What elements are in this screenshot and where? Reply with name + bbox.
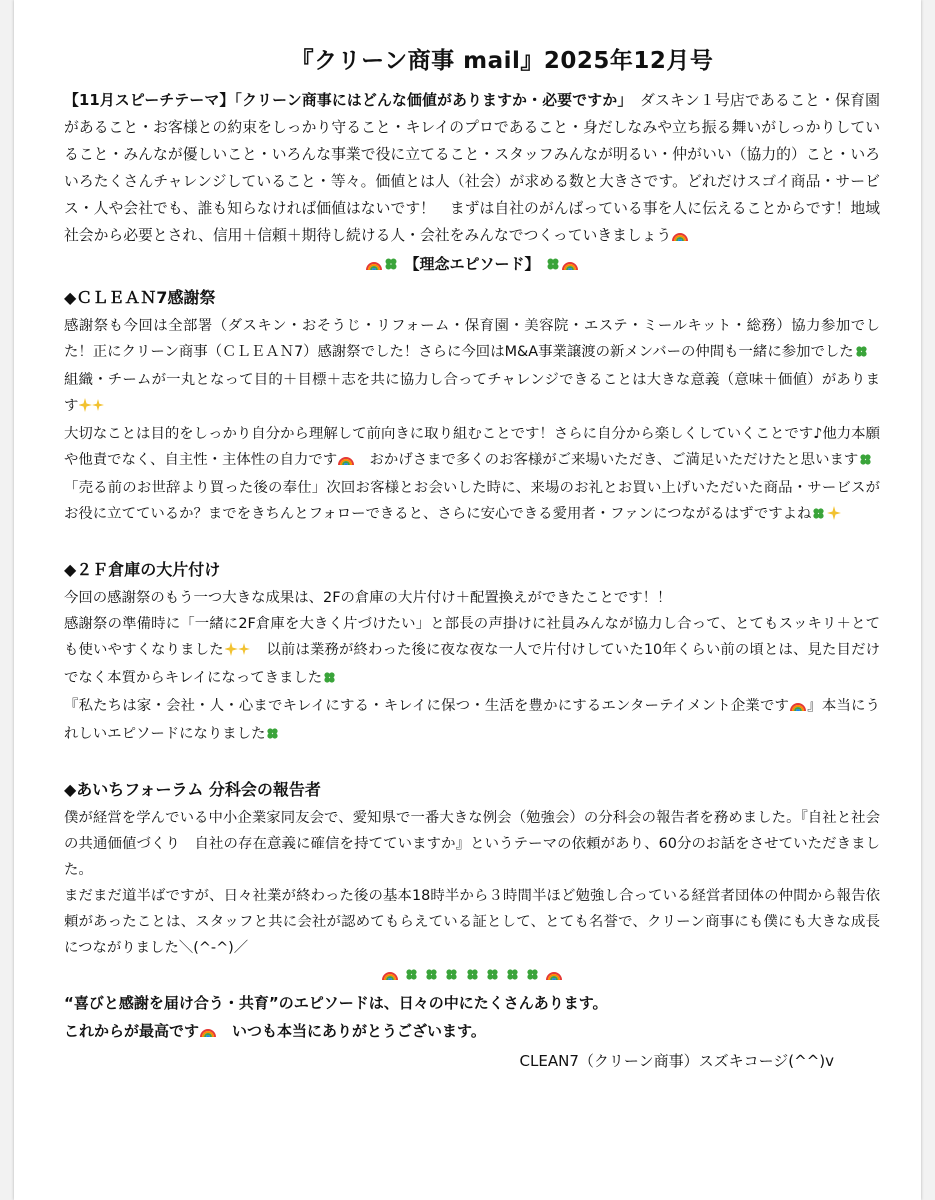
forum-paragraph-2: まだまだ道半ばですが、日々社業が終わった後の基本18時半から３時間半ほど勉強し合っている経営者団体の仲間から報告依頼があったことは、スタッフと共に会社が認めてもらえている証として、とても名誉で、クリーン商事にも僕にも大きな成長につながりました＼(^-^)／ [64, 888, 880, 956]
episode-banner-label: 【理念エピソード】 [404, 255, 540, 273]
text-run: 組織・チームが一丸となって目的＋目標＋志を共に協力し合ってチャレンジできることは大きな意義（意味＋価値）があります [64, 344, 884, 414]
text-run: いつも本当にありがとうございます。 [217, 1022, 486, 1040]
four-leaf-clover-icon [445, 963, 458, 989]
sparkles-icon [827, 503, 841, 529]
rainbow-icon [546, 963, 562, 989]
text-run: 『私たちは家・会社・人・心までキレイにする・キレイに保つ・生活を豊かにするエンターテイメント企業です [64, 698, 790, 714]
section-title-thanks-festival: ◆ＣＬＥＡＮ7感謝祭 [64, 288, 216, 307]
episode-banner [64, 251, 880, 279]
four-leaf-clover-icon [859, 449, 872, 475]
four-leaf-clover-icon [812, 503, 825, 529]
four-leaf-clover-icon [486, 963, 499, 989]
section-title-warehouse-cleanup: ◆２Ｆ倉庫の大片付け [64, 560, 221, 579]
rainbow-icon [338, 449, 354, 475]
text-run: 大切なことは目的をしっかり自分から理解して前向きに取り組むことです！さらに自分から楽しくしていくことです♪他力本願や他責でなく、自主性・主体性の自力です [64, 426, 880, 468]
sparkles-icon [79, 395, 105, 421]
four-leaf-clover-icon [526, 963, 539, 989]
rainbow-icon [382, 963, 398, 989]
four-leaf-clover-icon [266, 723, 279, 749]
thanks-festival-paragraph-1 [64, 313, 884, 421]
four-leaf-clover-icon [546, 253, 560, 279]
text-run: おかげさまで多くのお客様がご来場いただき、ご満足いただけたと思います [355, 452, 859, 468]
text-run: これからが最高です [64, 1022, 200, 1040]
four-leaf-clover-icon [384, 253, 398, 279]
thanks-festival-paragraph-2 [64, 421, 880, 475]
newsletter-page [14, 0, 921, 1200]
sparkles-icon [225, 639, 251, 665]
closing-line-2 [64, 1017, 880, 1047]
text-run: 「売る前のお世辞より買った後の奉仕」次回お客様とお会いした時に、来場のお礼とお買い上げいただいた商品・サービスがお役に立てているか？までをきちんとフォローできると、さらに安心できる愛用者・ファンにつながるはずですよね [64, 480, 880, 522]
page-title: 『クリーン商事 mail』2025年12月号 [290, 48, 714, 74]
intro-paragraph [64, 87, 880, 251]
four-leaf-clover-icon [466, 963, 479, 989]
forum-paragraph-1: 僕が経営を学んでいる中小企業家同友会で、愛知県で一番大きな例会（勉強会）の分科会の報告者を務めました。『自社と社会の共通価値づくり 自社の存在意義に確信を持てていますか』というテーマの依頼があり、60分のお話をさせていただきました。 [64, 810, 880, 878]
signature: CLEAN7（クリーン商事）スズキコージ(^^)v [519, 1052, 834, 1070]
newsletter-content [64, 42, 884, 1075]
warehouse-paragraph-1: 今回の感謝祭のもう一つ大きな成果は、2Fの倉庫の大片付け＋配置換えができたことです！！ [64, 590, 672, 606]
intro-heading: 【11月スピーチテーマ】「クリーン商事にはどんな価値がありますか・必要ですか」 [64, 92, 625, 109]
closing-line-1: “喜びと感謝を届け合う・共育”のエピソードは、日々の中にたくさんあります。 [64, 994, 608, 1012]
spacer [64, 749, 880, 771]
thanks-festival-paragraph-3 [64, 475, 880, 529]
four-leaf-clover-icon [405, 963, 418, 989]
text-run: 感謝祭の準備時に「一緒に2F倉庫を大きく片づけたい」と部長の声掛けに社員みんなが協力し合って、とてもスッキリ＋とても使いやすくなりました [64, 616, 880, 658]
intro-body: ダスキン１号店であること・保育園があること・お客様との約束をしっかり守ること・キレイのプロであること・身だしなみや立ち振る舞いがしっかりしていること・みんなが優しいこと・いろんな事業で役に立てること・スタッフみんなが明るい・仲がいい（協力的）こと・いろいろたくさんチャレンジしていること・等々。価値とは人（社会）が求める数と大きさです。どれだけスゴイ商品・サービス・人や会社でも、誰も知らなければ価値はないです！ まずは自社のがんばっている事を人に伝えることからです！地域社会から必要とされ、信用＋信頼＋期待し続ける人・会社をみんなでつくっていきましょう [64, 92, 880, 244]
warehouse-paragraph-3 [64, 693, 880, 749]
decorative-icon-row [64, 961, 880, 989]
rainbow-icon [790, 695, 806, 721]
warehouse-paragraph-2 [64, 611, 880, 693]
rainbow-icon [366, 253, 382, 279]
four-leaf-clover-icon [855, 341, 868, 367]
section-title-aichi-forum: ◆あいちフォーラム 分科会の報告者 [64, 780, 321, 799]
rainbow-icon [562, 253, 578, 279]
text-run: 』本当にうれしいエピソードになりました [64, 698, 880, 742]
spacer [64, 529, 880, 551]
text-run: 以前は業務が終わった後に夜な夜な一人で片付けしていた10年くらい前の頃とは、見た目だけでなく本質からキレイになってきました [64, 642, 880, 686]
rainbow-icon [672, 224, 688, 251]
four-leaf-clover-icon [323, 667, 336, 693]
rainbow-icon [200, 1019, 216, 1047]
four-leaf-clover-icon [506, 963, 519, 989]
four-leaf-clover-icon [425, 963, 438, 989]
text-run: 感謝祭も今回は全部署（ダスキン・おそうじ・リフォーム・保育園・美容院・エステ・ミールキット・総務）協力参加でした！正にクリーン商事（ＣＬＥＡＮ7）感謝祭でした！さらに今回はM&A事業譲渡の新メンバーの仲間も一緒に参加でした [64, 318, 880, 360]
